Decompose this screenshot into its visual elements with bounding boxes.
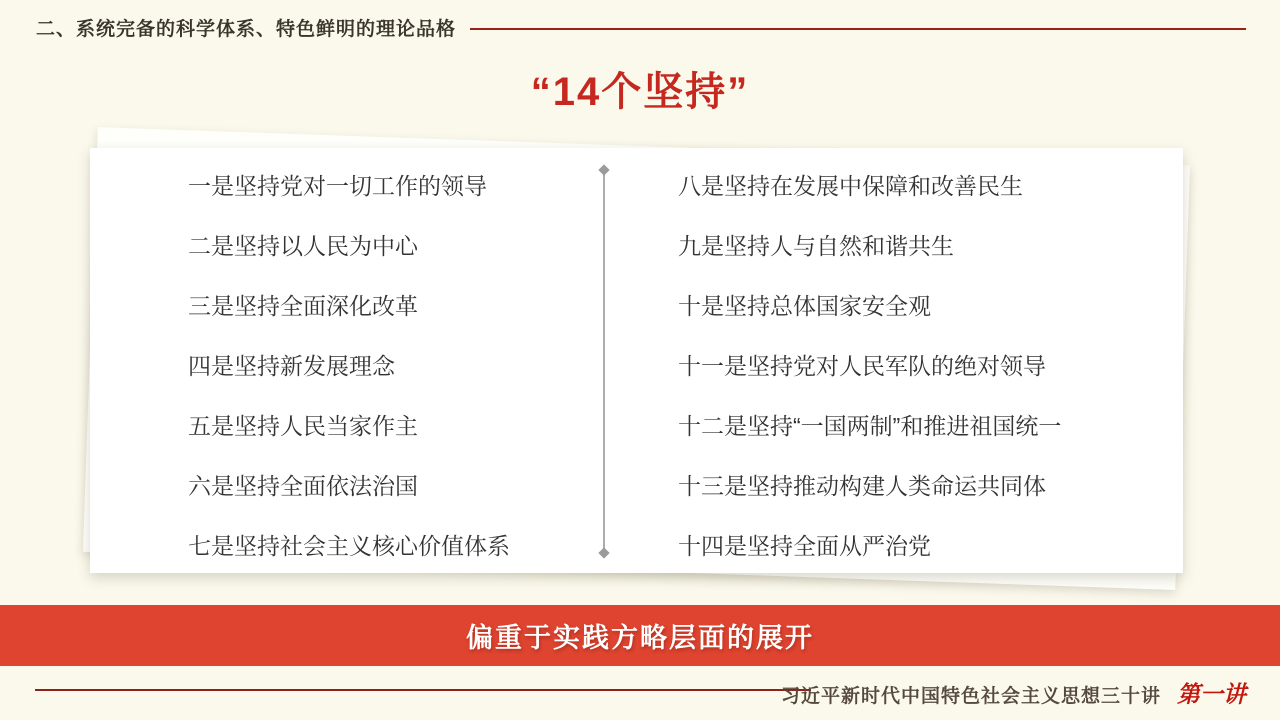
- footer-lecture-number: 第一讲: [1177, 682, 1246, 707]
- list-item: 七是坚持社会主义核心价值体系: [188, 533, 510, 559]
- list-column-right: [678, 156, 1061, 576]
- list-item: 二是坚持以人民为中心: [188, 233, 418, 259]
- list-item: 十三是坚持推动构建人类命运共同体: [678, 473, 1046, 499]
- section-title: 二、系统完备的科学体系、特色鲜明的理论品格: [36, 19, 457, 40]
- list-item: 九是坚持人与自然和谐共生: [678, 233, 954, 259]
- list-column-left: [188, 156, 510, 576]
- list-item: 五是坚持人民当家作主: [188, 413, 418, 439]
- list-item: 十四是坚持全面从严治党: [678, 533, 931, 559]
- footer-rule-line: [35, 689, 811, 691]
- list-item: 一是坚持党对一切工作的领导: [188, 173, 487, 199]
- list-item: 四是坚持新发展理念: [188, 353, 395, 379]
- summary-banner: [0, 605, 1280, 666]
- header-rule-line: [470, 28, 1246, 30]
- list-item: 三是坚持全面深化改革: [188, 293, 418, 319]
- summary-banner-text: 偏重于实践方略层面的展开: [466, 623, 814, 653]
- list-item: 十是坚持总体国家安全观: [678, 293, 931, 319]
- footer: [781, 676, 1246, 709]
- content-card: [90, 148, 1183, 573]
- list-item: 十二是坚持“一国两制”和推进祖国统一: [678, 413, 1062, 439]
- diamond-endpoint-icon: [598, 547, 609, 558]
- section-header: [36, 14, 1246, 41]
- column-divider-line: [603, 170, 605, 553]
- page-title: “14个坚持”: [530, 70, 750, 114]
- footer-course-title: 习近平新时代中国特色社会主义思想三十讲: [780, 686, 1161, 707]
- list-item: 八是坚持在发展中保障和改善民生: [678, 173, 1023, 199]
- card-stack: [90, 148, 1183, 573]
- diamond-endpoint-icon: [598, 164, 609, 175]
- list-item: 十一是坚持党对人民军队的绝对领导: [678, 353, 1046, 379]
- list-item: 六是坚持全面依法治国: [188, 473, 418, 499]
